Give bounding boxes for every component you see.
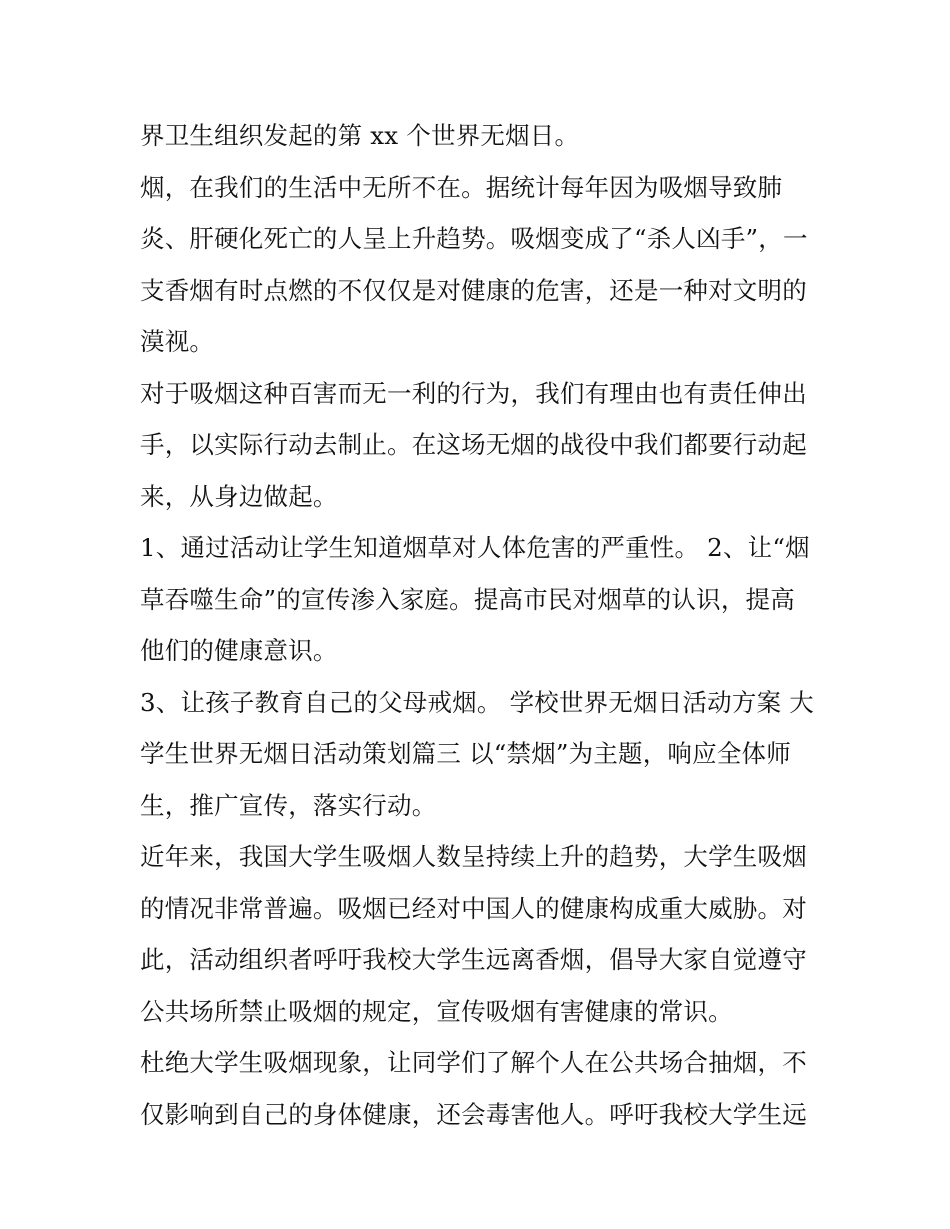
text-line: 界卫生组织发起的第 xx 个世界无烟日。	[140, 121, 580, 150]
text-line: 杜绝大学生吸烟现象，让同学们了解个人在公共场合抽烟，不	[140, 1048, 807, 1077]
text-line: 仅影响到自己的身体健康，还会毒害他人。呼吁我校大学生远	[140, 1099, 807, 1129]
text-line: 草吞噬生命”的宣传渗入家庭。提高市民对烟草的认识，提高	[140, 584, 795, 614]
text-line: 对于吸烟这种百害而无一利的行为，我们有理由也有责任伸出	[140, 378, 807, 408]
document-body	[140, 110, 820, 1140]
text-line: 支香烟有时点燃的不仅仅是对健康的危害，还是一种对文明的	[140, 275, 807, 305]
text-line: 他们的健康意识。	[140, 636, 338, 665]
text-line: 烟，在我们的生活中无所不在。据统计每年因为吸烟导致肺	[140, 172, 783, 202]
text-line: 3、让孩子教育自己的父母戒烟。 学校世界无烟日活动方案 大	[140, 687, 814, 717]
text-line: 漠视。	[140, 327, 215, 356]
text-line: 的情况非常普遍。吸烟已经对中国人的健康构成重大威胁。对	[140, 893, 807, 923]
text-line: 来，从身边做起。	[140, 481, 338, 511]
text-line: 此，活动组织者呼吁我校大学生远离香烟，倡导大家自觉遵守	[140, 945, 807, 974]
text-line: 手，以实际行动去制止。在这场无烟的战役中我们都要行动起	[140, 430, 807, 459]
text-line: 公共场所禁止吸烟的规定，宣传吸烟有害健康的常识。	[140, 996, 733, 1026]
text-line: 学生世界无烟日活动策划篇三 以“禁烟”为主题，响应全体师	[140, 739, 791, 768]
text-line: 1、通过活动让学生知道烟草对人体危害的严重性。 2、让“烟	[140, 533, 810, 562]
text-line: 生，推广宣传，落实行动。	[140, 790, 437, 820]
text-line: 近年来，我国大学生吸烟人数呈持续上升的趋势，大学生吸烟	[140, 842, 807, 871]
text-line: 炎、肝硬化死亡的人呈上升趋势。吸烟变成了“杀人凶手”，一	[140, 224, 808, 253]
